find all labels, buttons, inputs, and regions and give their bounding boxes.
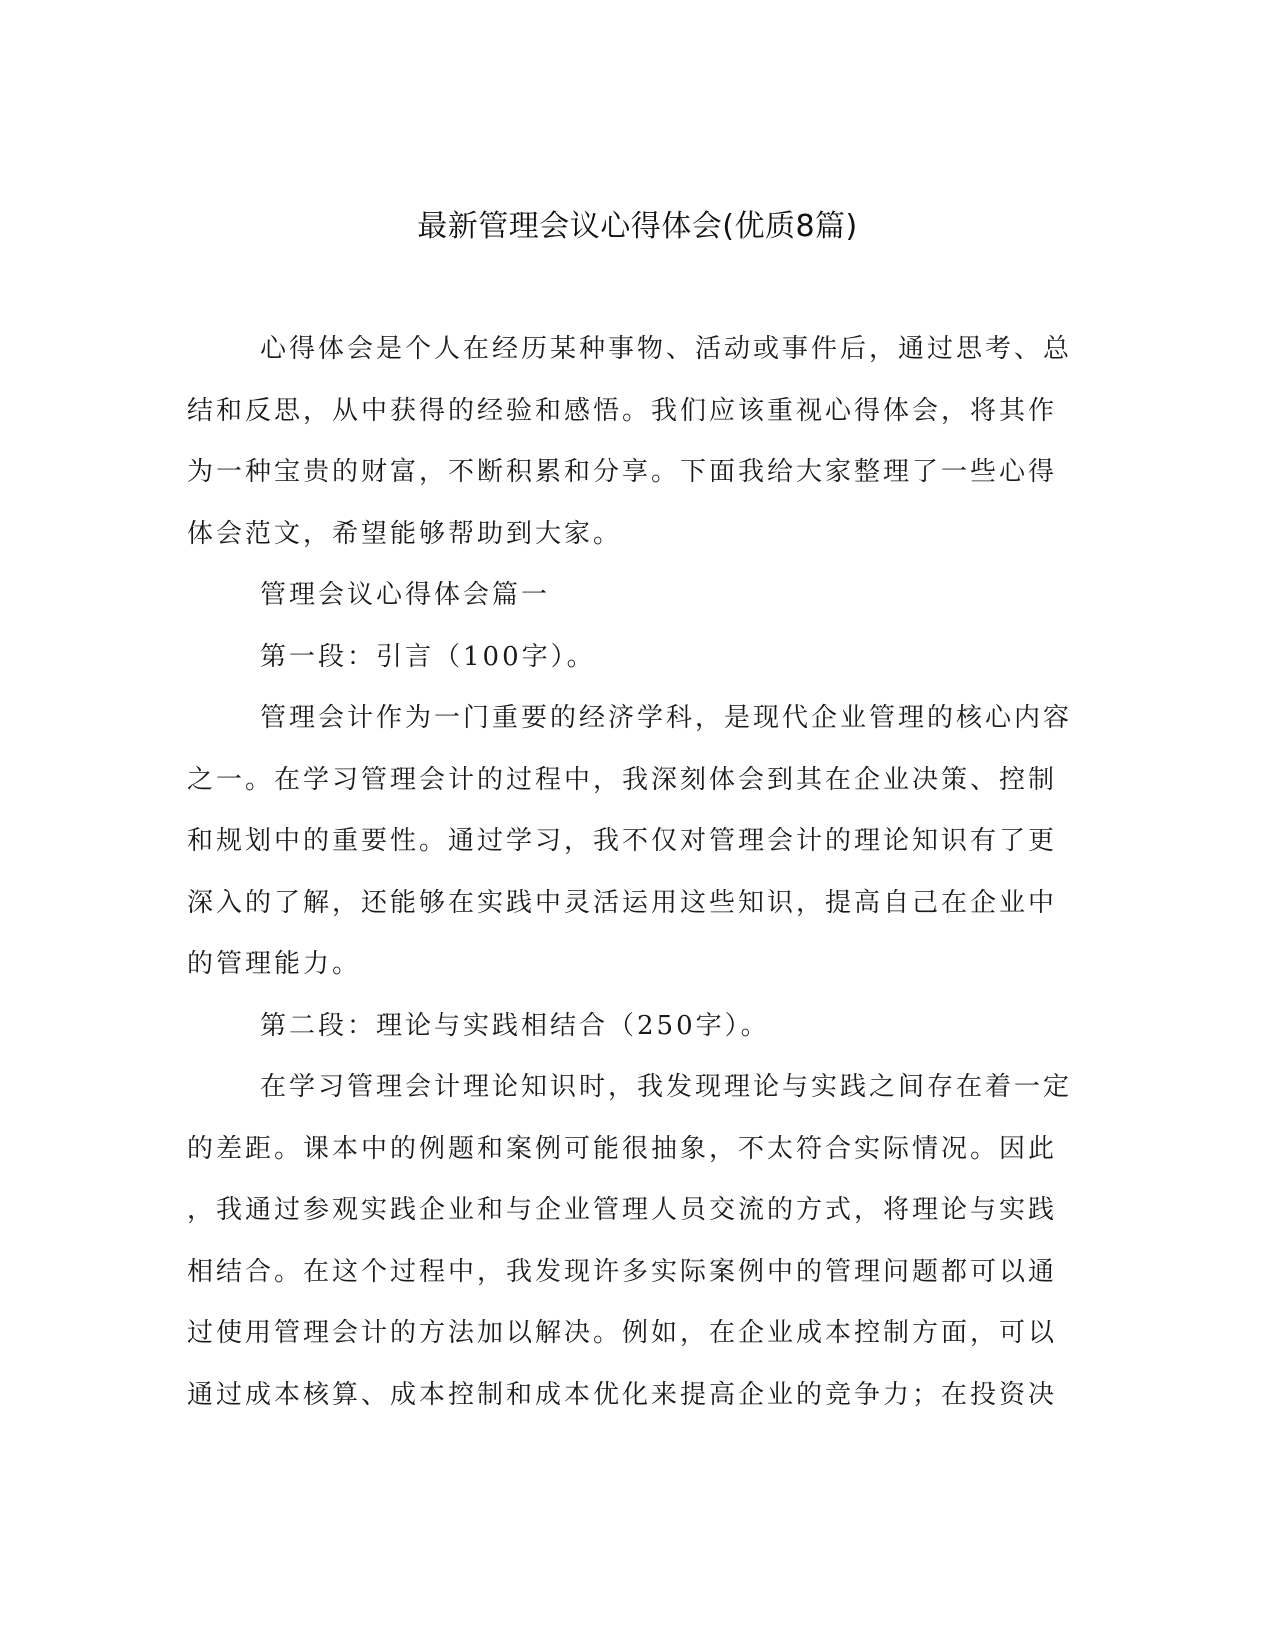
paragraph-part1: [187, 688, 1073, 996]
text-line: 结和反思，从中获得的经验和感悟。我们应该重视心得体会，将其作: [187, 395, 1058, 426]
text-line: ，我通过参观实践企业和与企业管理人员交流的方式，将理论与实践: [187, 1195, 1058, 1225]
text-line: 为一种宝贵的财富，不断积累和分享。下面我给大家整理了一些心得: [187, 457, 1058, 487]
text-line: 第二段：理论与实践相结合（250字）。: [260, 1010, 770, 1041]
paragraph-intro: [187, 319, 1073, 565]
text-line: 的管理能力。: [187, 949, 362, 979]
text-line: 深入的了解，还能够在实践中灵活运用这些知识，提高自己在企业中: [187, 887, 1058, 918]
text-line: 通过成本核算、成本控制和成本优化来提高企业的竞争力；在投资决: [187, 1379, 1058, 1410]
text-line: 之一。在学习管理会计的过程中，我深刻体会到其在企业决策、控制: [187, 764, 1058, 795]
part1-heading: [187, 627, 1067, 689]
text-line: 心得体会是个人在经历某种事物、活动或事件后，通过思考、总: [260, 334, 1073, 364]
text-line: 第一段：引言（100字）。: [260, 641, 596, 672]
document-title: 最新管理会议心得体会(优质8篇): [417, 209, 858, 244]
text-line: 管理会议心得体会篇一: [260, 580, 551, 610]
text-line: 的差距。课本中的例题和案例可能很抽象，不太符合实际情况。因此: [187, 1133, 1058, 1164]
part2-heading: [187, 996, 1067, 1058]
text-line: 相结合。在这个过程中，我发现许多实际案例中的管理问题都可以通: [187, 1256, 1058, 1287]
text-line: 过使用管理会计的方法加以解决。例如，在企业成本控制方面，可以: [187, 1318, 1058, 1348]
text-line: 管理会计作为一门重要的经济学科，是现代企业管理的核心内容: [260, 703, 1073, 733]
text-line: 在学习管理会计理论知识时，我发现理论与实践之间存在着一定: [260, 1072, 1073, 1102]
section-heading: [187, 565, 1067, 627]
document-body: [187, 319, 1073, 1426]
text-line: 体会范文，希望能够帮助到大家。: [187, 518, 623, 549]
paragraph-part2: [187, 1057, 1073, 1426]
text-line: 和规划中的重要性。通过学习，我不仅对管理会计的理论知识有了更: [187, 826, 1058, 856]
